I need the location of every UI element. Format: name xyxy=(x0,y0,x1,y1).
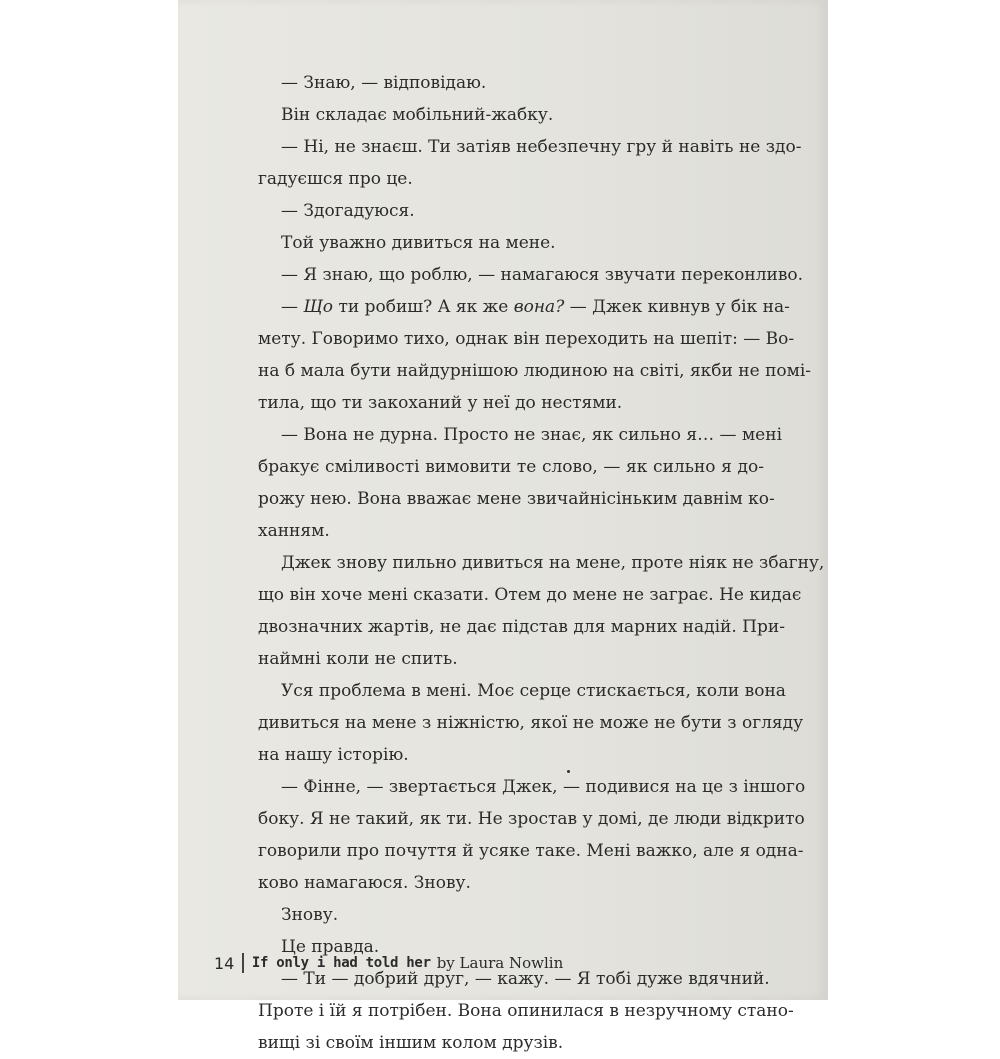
text-line: на б мала бути найдурнішою людиною на світі, якби не помі- xyxy=(258,361,812,381)
text-line: Знову. xyxy=(281,905,339,925)
text-line: Джек знову пильно дивиться на мене, проте ніяк не збагну, xyxy=(281,553,825,573)
footer-divider xyxy=(242,953,244,973)
print-speck xyxy=(567,770,570,773)
text-line: мету. Говоримо тихо, однак він переходить на шепіт: — Во- xyxy=(258,329,795,349)
text-line: — Ні, не знаєш. Ти затіяв небезпечну гру й навіть не здо- xyxy=(281,137,802,157)
book-author: by Laura Nowlin xyxy=(436,954,564,972)
text-line: Проте і їй я потрібен. Вона опинилася в незручному стано- xyxy=(258,1001,794,1021)
text-line: — Фінне, — звертається Джек, — подивися на це з іншого xyxy=(281,777,806,797)
text-line: Це правда. xyxy=(281,937,380,957)
page-number: 14 xyxy=(214,953,235,973)
book-page xyxy=(178,0,828,1053)
text-line: Уся проблема в мені. Моє серце стискається, коли вона xyxy=(281,681,786,701)
text-line: — Ти — добрий друг, — кажу. — Я тобі дуже вдячний. xyxy=(281,969,770,989)
book-title: If only i had told her xyxy=(251,955,431,971)
text-line: на нашу історію. xyxy=(258,745,409,765)
text-line: Він складає мобільний-жабку. xyxy=(281,105,554,125)
page-footer xyxy=(214,952,563,974)
text-line: двозначних жартів, не дає підстав для марних надій. При- xyxy=(258,617,785,637)
text-line: що він хоче мені сказати. Отем до мене не заграє. Не кидає xyxy=(258,585,802,605)
text-line: рожу нею. Вона вважає мене звичайнісіньким давнім ко- xyxy=(258,489,775,509)
text-line: гадуєшся про це. xyxy=(258,169,413,189)
text-fragment: — Джек кивнув у бік на- xyxy=(564,297,790,317)
text-fragment: ти робиш? А як же xyxy=(333,297,514,317)
text-line: боку. Я не такий, як ти. Не зростав у домі, де люди відкрито xyxy=(258,809,805,829)
italic-fragment: вона? xyxy=(513,297,565,317)
text-line: — Здогадуюся. xyxy=(281,201,415,221)
text-line: говорили про почуття й усяке таке. Мені важко, але я одна- xyxy=(258,841,804,861)
text-line: Той уважно дивиться на мене. xyxy=(281,233,556,253)
text-line: — Вона не дурна. Просто не знає, як сильно я… — мені xyxy=(281,425,783,445)
text-line: — Знаю, — відповідаю. xyxy=(281,73,487,93)
text-line: ханням. xyxy=(258,521,330,541)
text-line: дивиться на мене з ніжністю, якої не може не бути з огляду xyxy=(258,713,804,733)
text-fragment: — xyxy=(281,297,304,317)
page-body-text xyxy=(258,67,825,1059)
text-line: бракує сміливості вимовити те слово, — як сильно я до- xyxy=(258,457,764,477)
text-line: — Я знаю, що роблю, — намагаюся звучати переконливо. xyxy=(281,265,804,285)
text-line: тила, що ти закоханий у неї до нестями. xyxy=(258,393,623,413)
text-line: вищі зі своїм іншим колом друзів. xyxy=(258,1033,564,1053)
text-line: ково намагаюся. Знову. xyxy=(258,873,471,893)
italic-fragment: Що xyxy=(303,297,334,317)
text-line-mixed xyxy=(258,291,790,323)
text-line: наймні коли не спить. xyxy=(258,649,458,669)
